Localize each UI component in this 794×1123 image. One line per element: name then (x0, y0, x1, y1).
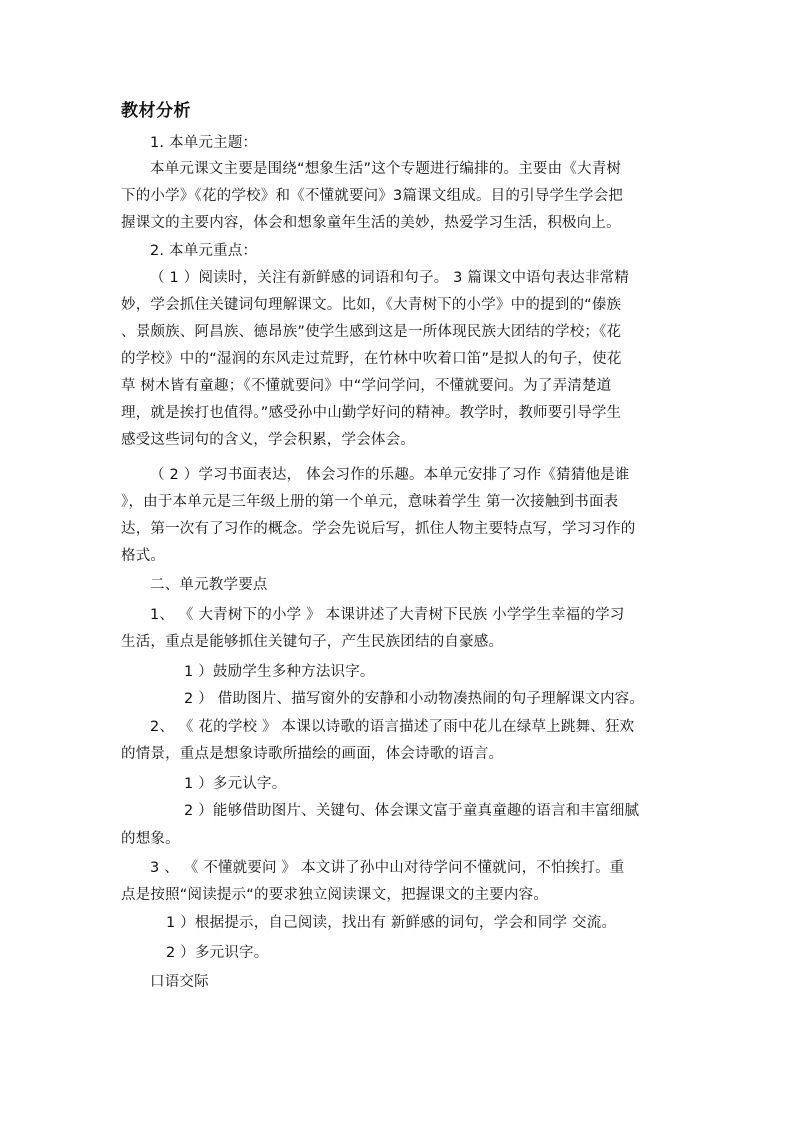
text-line: （ 1 ）阅读时，关注有新鲜感的词语和句子。 3 篇课文中语句表达非常精 (150, 270, 630, 286)
text-line: 2 ）能够借助图片、关键句、体会课文富于童真童趣的语言和丰富细腻 (184, 803, 640, 819)
text-line: 2. 本单元重点： (150, 243, 258, 259)
text-line: 1、 《 大青树下的小学 》 本课讲述了大青树下民族 小学学生幸福的学习 (150, 607, 625, 623)
text-line: 握课文的主要内容，体会和想象童年生活的美妙，热爱学习生活，积极向上。 (121, 215, 621, 231)
text-line: 达，第一次有了习作的概念。学会先说后写，抓住人物主要特点写，学习习作的 (121, 521, 636, 537)
text-line: 格式。 (121, 548, 166, 564)
text-line: 2 ）多元识字。 (166, 945, 269, 961)
text-line: 1 ）鼓励学生多种方法识字。 (184, 664, 375, 680)
text-line: 草 树木皆有童趣；《不懂就要问》中“学问学问，不懂就要问。为了弄清楚道 (121, 378, 612, 394)
text-line: 1. 本单元主题： (150, 135, 258, 151)
text-line: 的想象。 (121, 831, 180, 847)
text-line: 二、单元教学要点 (150, 577, 268, 593)
text-line: 1 ）根据提示，自己阅读，找出有 新鲜感的词句，学会和同学 交流。 (166, 915, 617, 931)
text-line: 生活，重点是能够抓住关键句子，产生民族团结的自豪感。 (121, 634, 504, 650)
text-line: 点是按照“阅读提示“的要求独立阅读课文，把握课文的主要内容。 (121, 887, 549, 903)
text-line: （ 2 ）学习书面表达， 体会习作的乐趣。本单元安排了习作《猜猜他是谁 (150, 467, 630, 483)
text-line: 理，就是挨打也值得。”感受孙中山勤学好问的精神。教学时，教师要引导学生 (121, 405, 622, 421)
text-line: 的学校》中的“湿润的东风走过荒野，在竹林中吹着口笛”是拟人的句子，使花 (121, 351, 622, 367)
text-line: 下的小学》《花的学校》和《不懂就要问》3篇课文组成。目的引导学生学会把 (121, 188, 623, 204)
text-line: 2、 《 花的学校 》 本课以诗歌的语言描述了雨中花儿在绿草上跳舞、狂欢 (150, 719, 635, 735)
text-line: 的情景，重点是想象诗歌所描绘的画面，体会诗歌的语言。 (121, 746, 504, 762)
text-line: 妙，学会抓住关键词句理解课文。比如，《大青树下的小学》中的提到的“傣族 (121, 297, 622, 313)
text-line: 3 、 《 不懂就要问 》 本文讲了孙中山对待学问不懂就问，不怕挨打。重 (150, 860, 625, 876)
text-line: 口语交际 (150, 974, 209, 990)
text-line: 本单元课文主要是围绕“想象生活”这个专题进行编排的。主要由《大青树 (150, 161, 622, 177)
text-line: 、景颇族、阿昌族、德昂族”使学生感到这是一所体现民族大团结的学校；《花 (121, 324, 622, 340)
text-line: 感受这些词句的含义，学会积累，学会体会。 (121, 432, 415, 448)
text-line: 1 ）多元认字。 (184, 776, 287, 792)
text-line: 2 ） 借助图片、描写窗外的安静和小动物凑热闹的句子理解课文内容。 (184, 691, 645, 707)
text-line: 》，由于本单元是三年级上册的第一个单元，意味着学生 第一次接触到书面表 (121, 494, 619, 510)
document-title: 教材分析 (121, 101, 191, 121)
